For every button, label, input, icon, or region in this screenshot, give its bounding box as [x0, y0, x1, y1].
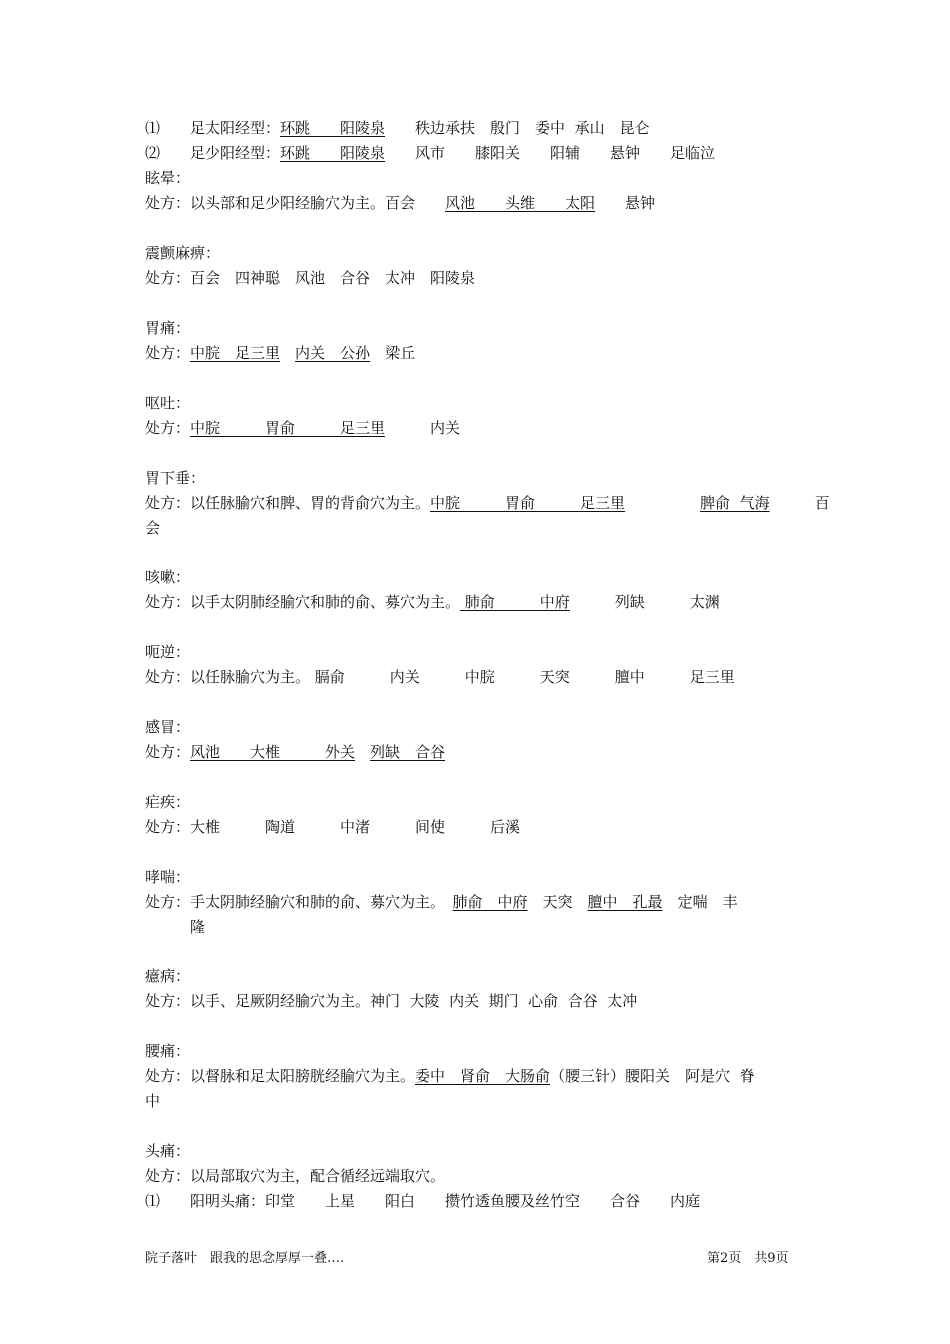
text-line: [145, 341, 415, 366]
text-segment: 头痛：: [145, 1142, 191, 1160]
text-segment: 呃逆：: [145, 643, 191, 661]
underlined-acupoints: 肺俞 中府: [460, 593, 570, 611]
underlined-acupoints: 环跳 阳陵泉: [280, 144, 386, 162]
underlined-acupoints: 风池 头维 太阳: [445, 194, 596, 212]
text-line: [145, 141, 715, 166]
text-segment: 处方：以头部和足少阳经腧穴为主。百会: [145, 194, 446, 212]
text-segment: 腰痛：: [145, 1042, 191, 1060]
text-segment: 秩边承扶 殷门 委中 承山 昆仑: [385, 119, 650, 137]
text-line: [145, 715, 190, 740]
text-line: [145, 740, 445, 765]
underlined-acupoints: 脾俞 气海: [700, 494, 770, 512]
text-line: [145, 266, 475, 291]
underlined-acupoints: 中脘 胃俞 足三里: [430, 494, 626, 512]
underlined-acupoints: 委中 肾俞 大肠俞: [415, 1067, 551, 1085]
text-segment: 定喘 丰: [662, 893, 738, 911]
underlined-acupoints: 风池 大椎 外关: [190, 743, 356, 761]
text-segment: 处方：以任脉腧穴为主。 膈俞 内关 中脘 天突 膻中 足三里: [145, 668, 735, 686]
text-segment: 咳嗽：: [145, 568, 191, 586]
text-segment: 风市 膝阳关 阳辅 悬钟 足临泣: [385, 144, 716, 162]
underlined-acupoints: 肺俞 中府: [452, 893, 528, 911]
text-segment: 呕吐：: [145, 394, 191, 412]
text-line: [145, 665, 735, 690]
underlined-acupoints: 列缺 合谷: [370, 743, 446, 761]
text-line: [145, 1139, 190, 1164]
text-segment: 胃痛：: [145, 319, 191, 337]
text-line: [145, 391, 190, 416]
text-segment: 内关: [385, 419, 461, 437]
text-segment: [625, 494, 700, 512]
text-line: [145, 491, 830, 516]
text-segment: 悬钟: [595, 194, 656, 212]
text-segment: 梁丘: [370, 344, 416, 362]
text-segment: 疟疾：: [145, 793, 191, 811]
text-line: [145, 1189, 700, 1214]
text-segment: 隆: [145, 918, 206, 936]
text-segment: （腰三针）腰阳关 阿是穴 脊: [550, 1067, 755, 1085]
text-segment: 处方：以局部取穴为主，配合循经远端取穴。: [145, 1167, 446, 1185]
text-line: [145, 790, 190, 815]
text-line: [145, 1039, 190, 1064]
text-line: [145, 1064, 755, 1089]
text-line: [145, 516, 160, 541]
underlined-acupoints: 膻中 孔最: [587, 893, 663, 911]
text-segment: ⑵ 足少阳经型：: [145, 144, 281, 162]
text-segment: 列缺 太渊: [569, 593, 720, 611]
text-segment: 处方：: [145, 344, 191, 362]
text-segment: 处方：百会 四神聪 风池 合谷 太冲 阳陵泉: [145, 269, 476, 287]
footer-left: 院子落叶 跟我的思念厚厚一叠….: [145, 1251, 345, 1266]
text-segment: 处方：手太阴肺经腧穴和肺的俞、募穴为主。: [145, 893, 453, 911]
text-line: [145, 989, 637, 1014]
text-segment: [280, 344, 295, 362]
text-line: [145, 1089, 160, 1114]
text-segment: 处方：以督脉和足太阳膀胱经腧穴为主。: [145, 1067, 416, 1085]
text-line: [145, 166, 190, 191]
text-segment: 处方：: [145, 743, 191, 761]
text-line: [145, 915, 205, 940]
text-line: [145, 191, 655, 216]
text-segment: 百: [769, 494, 830, 512]
text-line: [145, 466, 205, 491]
underlined-acupoints: 内关 公孙: [295, 344, 371, 362]
text-segment: 感冒：: [145, 718, 191, 736]
text-line: [145, 815, 520, 840]
text-line: [145, 1164, 445, 1189]
text-segment: 震颤麻痹：: [145, 244, 221, 262]
text-segment: ⑴ 阳明头痛：印堂 上星 阳白 攒竹透鱼腰及丝竹空 合谷 内庭: [145, 1192, 701, 1210]
underlined-acupoints: 中脘 足三里: [190, 344, 281, 362]
text-line: [145, 565, 190, 590]
text-line: [145, 640, 190, 665]
text-line: [145, 116, 650, 141]
text-segment: [355, 743, 370, 761]
text-segment: 胃下垂：: [145, 469, 206, 487]
underlined-acupoints: 环跳 阳陵泉: [280, 119, 386, 137]
text-line: [145, 416, 460, 441]
text-segment: 处方：以任脉腧穴和脾、胃的背俞穴为主。: [145, 494, 431, 512]
text-segment: 处方：以手太阴肺经腧穴和肺的俞、募穴为主。: [145, 593, 461, 611]
text-segment: 哮喘：: [145, 868, 191, 886]
footer-page-number: 第2页 共9页: [707, 1251, 789, 1266]
text-line: [145, 890, 738, 915]
text-line: [145, 316, 190, 341]
underlined-acupoints: 中脘 胃俞 足三里: [190, 419, 386, 437]
text-line: [145, 241, 220, 266]
text-segment: 处方：: [145, 419, 191, 437]
text-line: [145, 964, 190, 989]
text-segment: 中: [145, 1092, 161, 1110]
text-segment: ⑴ 足太阳经型：: [145, 119, 281, 137]
text-line: [145, 865, 190, 890]
text-line: [145, 590, 720, 615]
text-segment: 癔病：: [145, 967, 191, 985]
text-segment: 天突: [527, 893, 588, 911]
text-segment: 处方：大椎 陶道 中渚 间使 后溪: [145, 818, 521, 836]
text-segment: 眩晕：: [145, 169, 191, 187]
text-segment: 处方：以手、足厥阴经腧穴为主。神门 大陵 内关 期门 心俞 合谷 太冲: [145, 992, 638, 1010]
text-segment: 会: [145, 519, 161, 537]
